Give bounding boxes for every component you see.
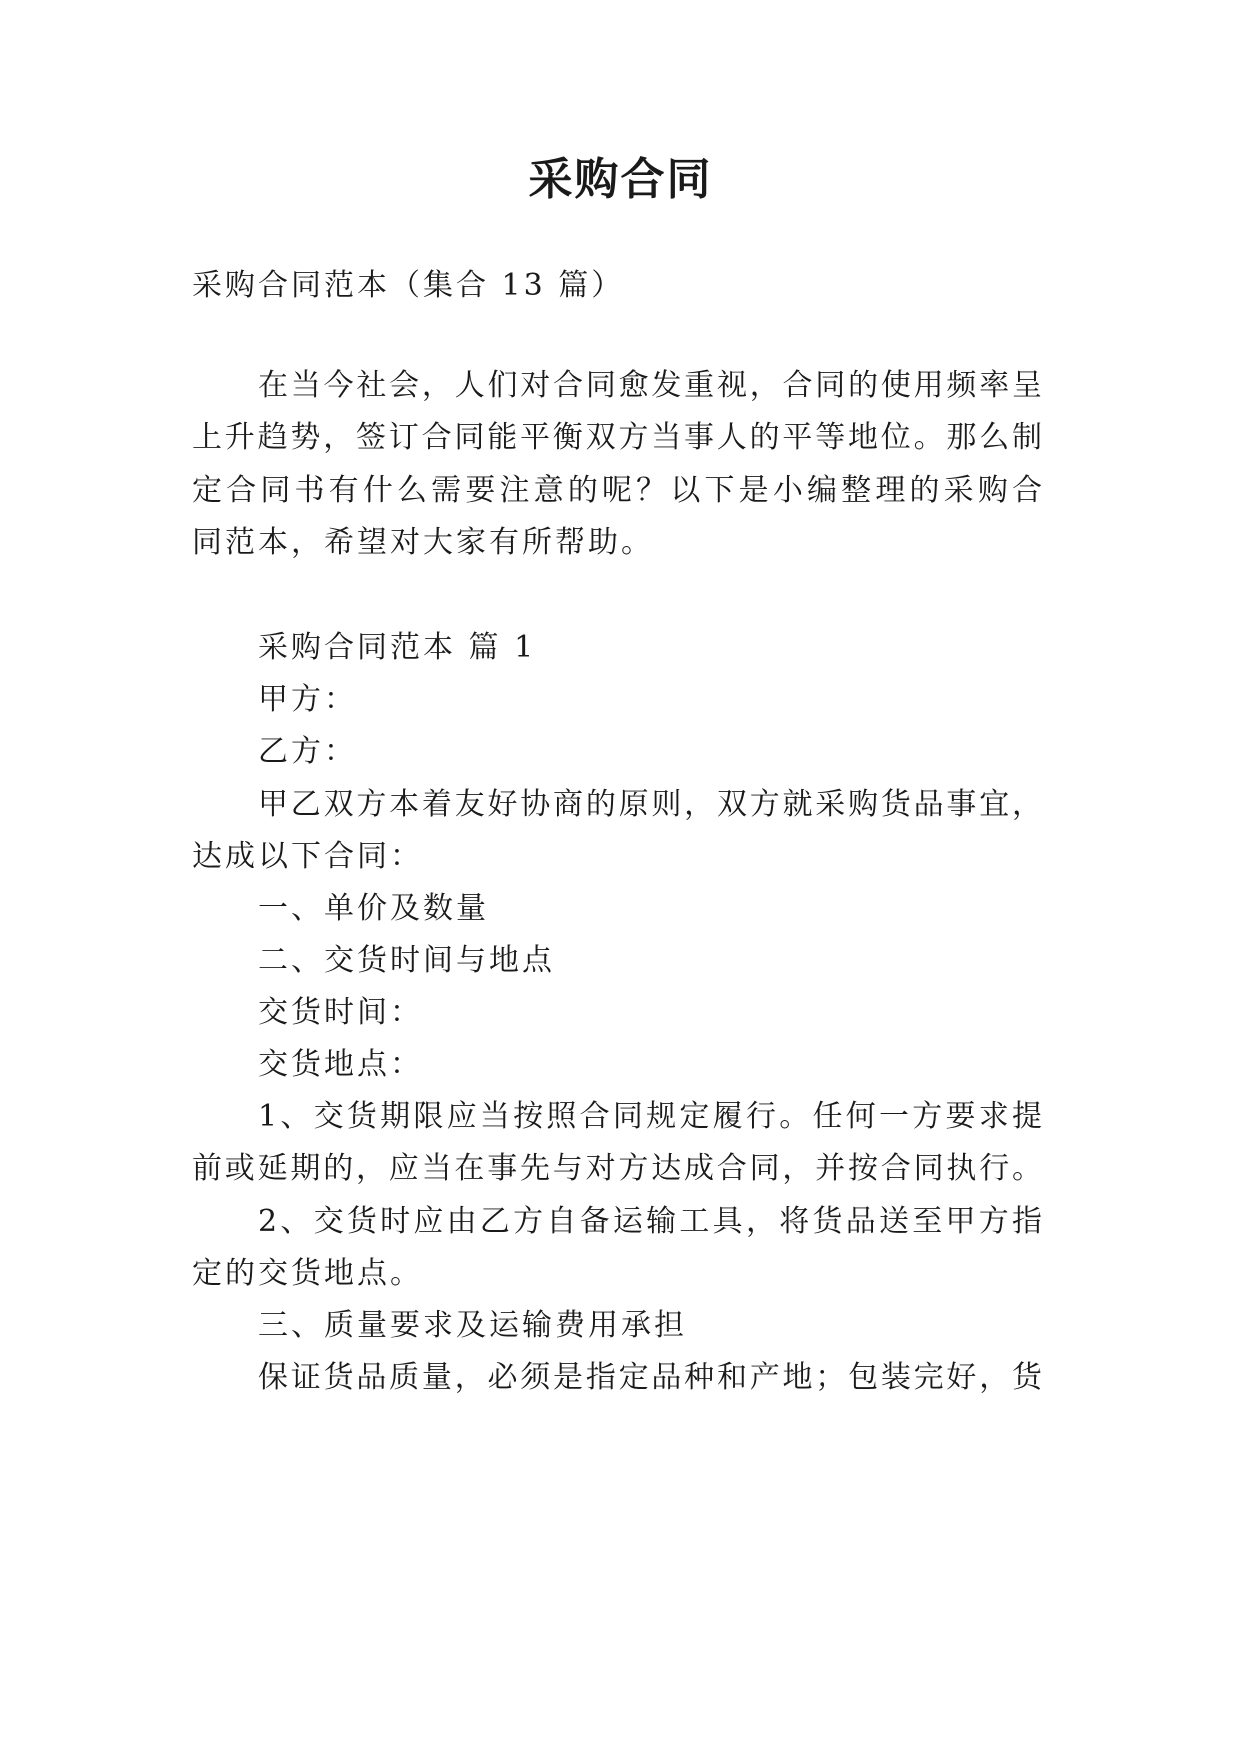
- clause-3-heading: 三、质量要求及运输费用承担: [258, 1308, 687, 1343]
- item-1-line-1: 1、交货期限应当按照合同规定履行。任何一方要求提: [258, 1099, 1042, 1134]
- party-a-label: 甲方：: [258, 682, 357, 717]
- quality-line: 保证货品质量，必须是指定品种和产地；包装完好，货: [258, 1360, 1042, 1395]
- intro-line-3: 定合同书有什么需要注意的呢？以下是小编整理的采购合: [192, 473, 1042, 508]
- document-subtitle: 采购合同范本（集合 13 篇）: [192, 268, 625, 303]
- intro-line-1: 在当今社会，人们对合同愈发重视，合同的使用频率呈: [258, 368, 1042, 403]
- item-2-line-2: 定的交货地点。: [192, 1256, 423, 1291]
- intro-line-4: 同范本，希望对大家有所帮助。: [192, 525, 654, 560]
- section-heading: 采购合同范本 篇 1: [258, 630, 537, 665]
- document-title: 采购合同: [528, 154, 713, 205]
- delivery-time-label: 交货时间：: [258, 995, 423, 1030]
- clause-1-heading: 一、单价及数量: [258, 891, 489, 926]
- clause-2-heading: 二、交货时间与地点: [258, 943, 555, 978]
- agreement-line-2: 达成以下合同：: [192, 839, 423, 874]
- item-2-line-1: 2、交货时应由乙方自备运输工具，将货品送至甲方指: [258, 1204, 1042, 1239]
- party-b-label: 乙方：: [258, 734, 357, 769]
- agreement-line-1: 甲乙双方本着友好协商的原则，双方就采购货品事宜，: [258, 787, 1042, 822]
- delivery-place-label: 交货地点：: [258, 1047, 423, 1082]
- item-1-line-2: 前或延期的，应当在事先与对方达成合同，并按合同执行。: [192, 1151, 1042, 1186]
- intro-line-2: 上升趋势，签订合同能平衡双方当事人的平等地位。那么制: [192, 420, 1042, 455]
